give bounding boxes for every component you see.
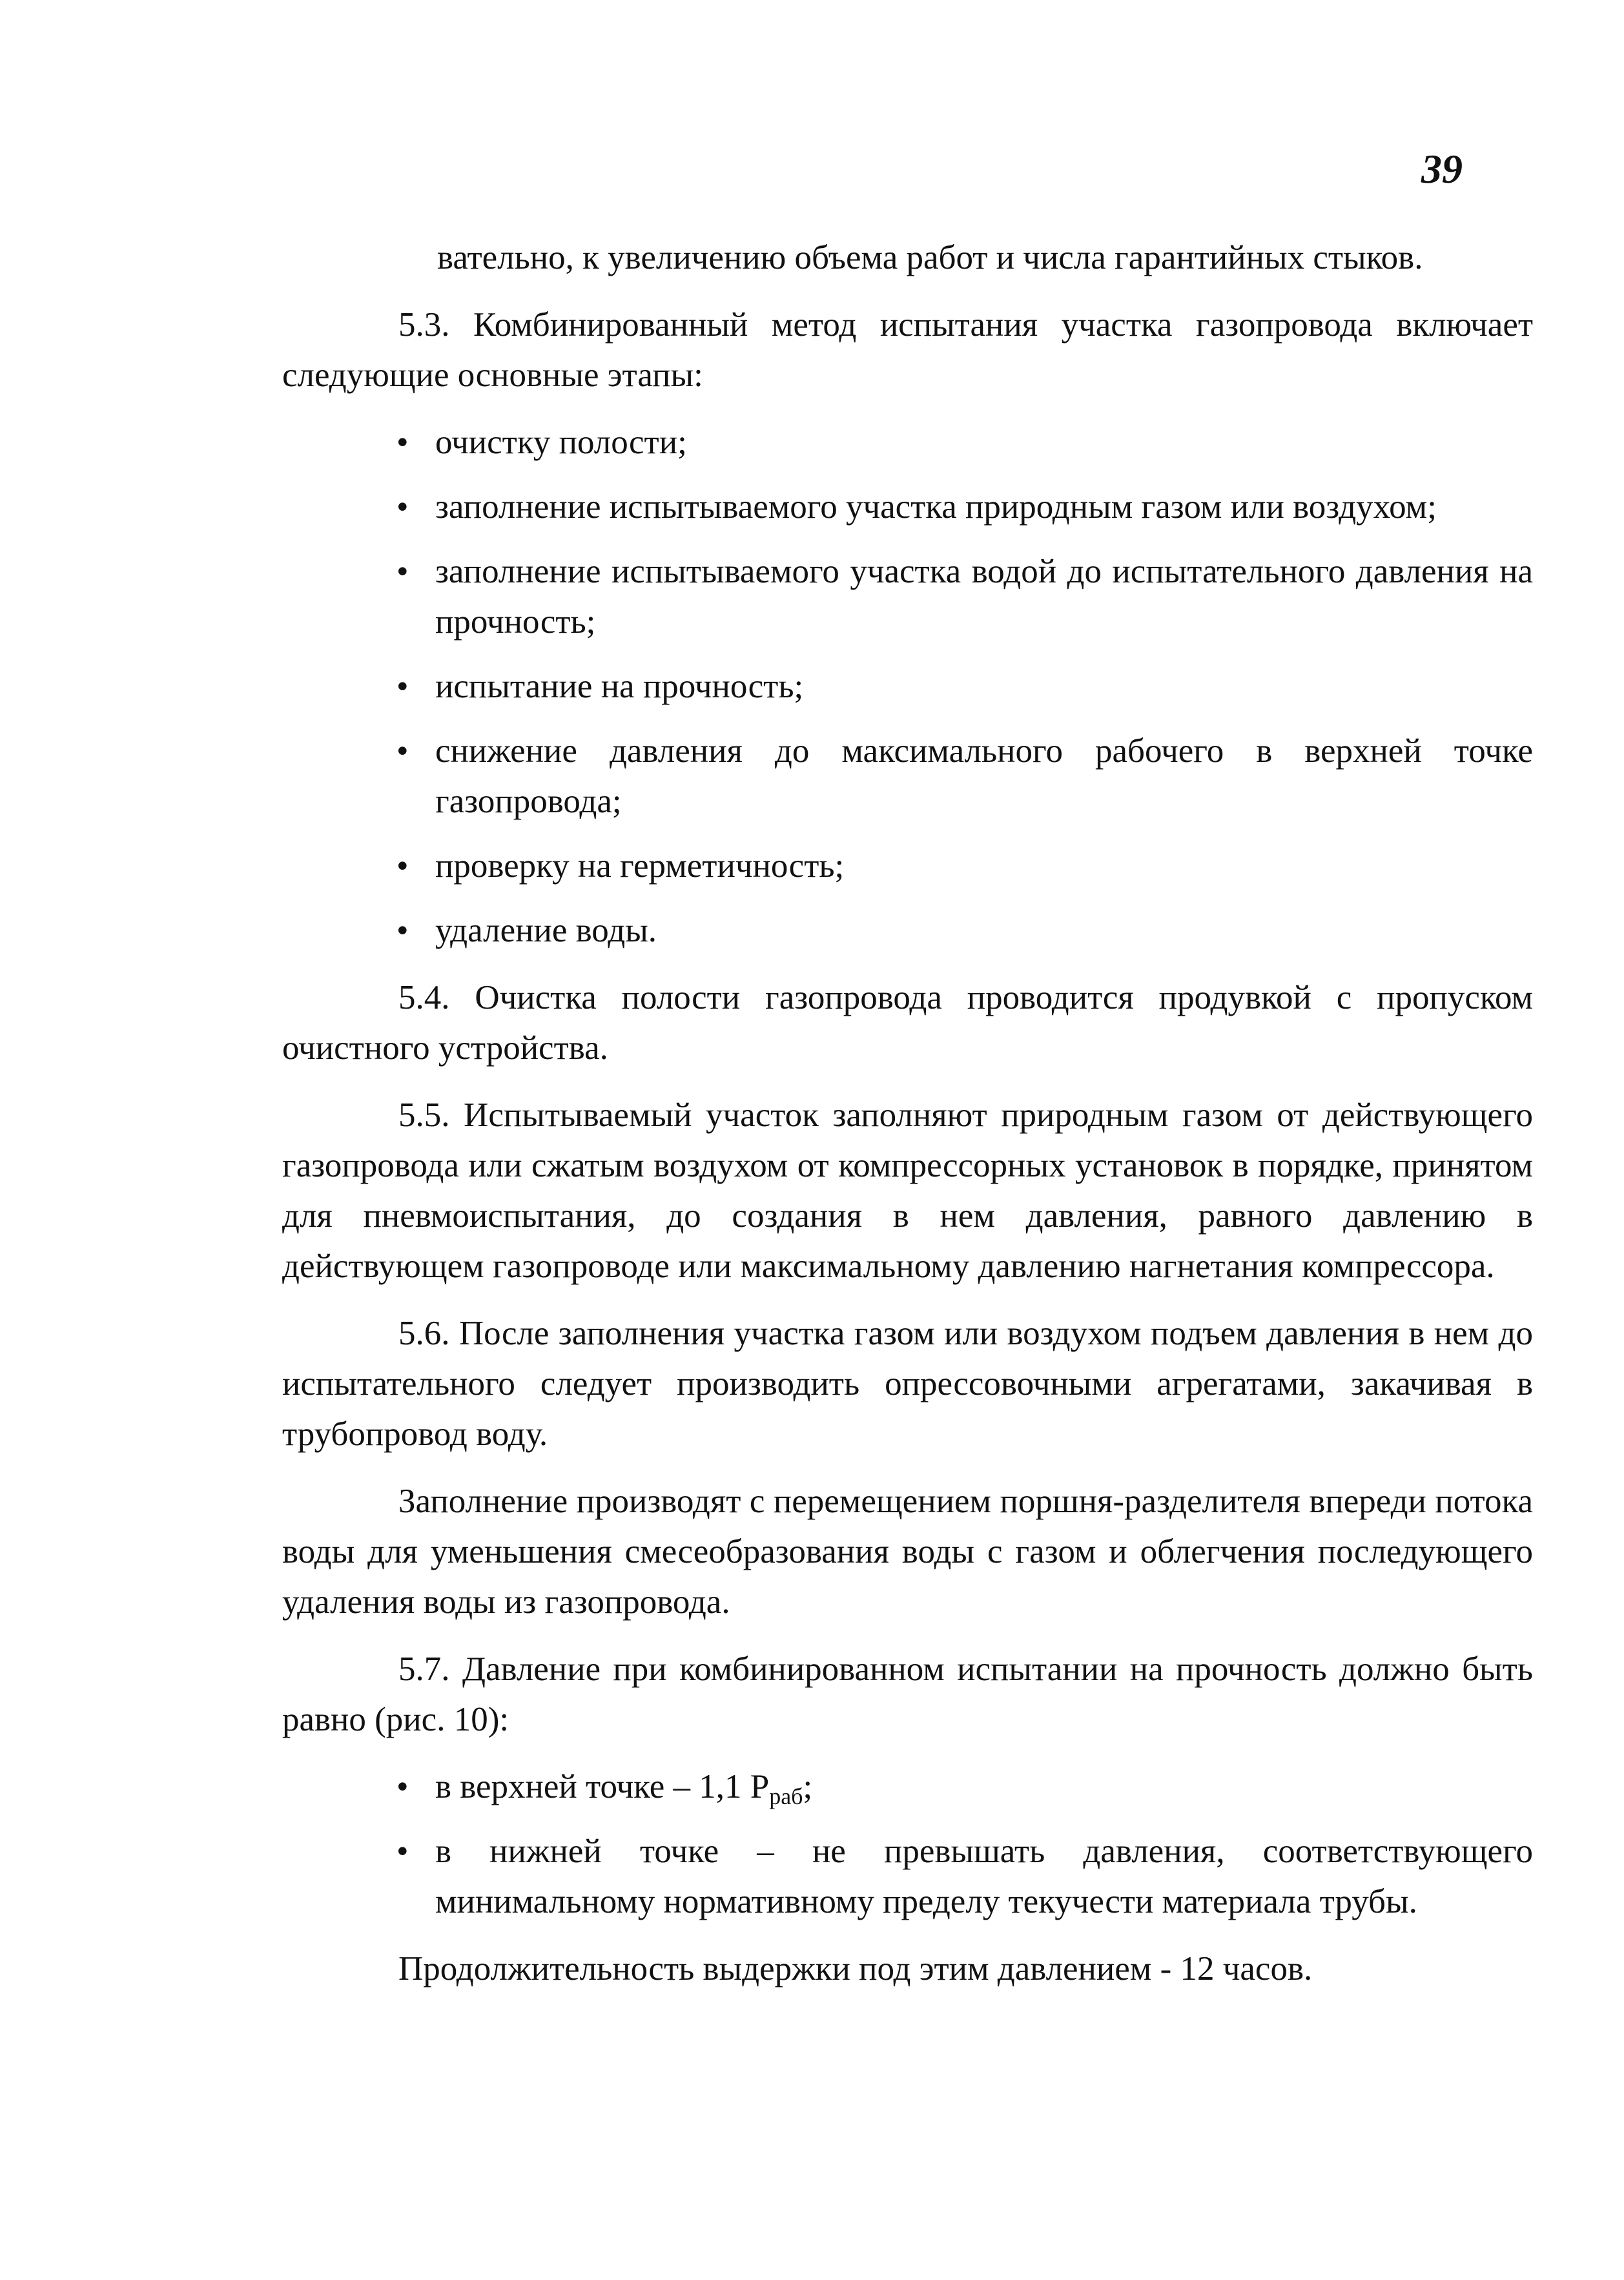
list-item [282,661,1533,712]
bullet-icon: • [396,912,409,949]
bullet-icon: • [396,1768,409,1805]
list-item [282,841,1533,891]
list-item [282,726,1533,827]
page-content [282,232,1533,2011]
bullet-icon: • [396,553,409,590]
list-item-text: очистку полости; [435,424,687,461]
list-item-text: испытание на прочность; [435,668,804,705]
list-item [282,482,1533,532]
fill-paragraph: Заполнение производят с перемещением поршня-разделителя впереди потока воды для уменьшения смесеобразования воды с газом и облегчения последующего удаления воды из газопровода. [282,1483,1533,1621]
section-5-5: 5.5. Испытываемый участок заполняют природным газом от действующего газопровода или сжатым воздухом от компрессорных установок в порядке, принятом для пневмоиспытания, до создания в нем давления, равного давлению в действующем газопроводе или максимальному давлению нагнетания компрессора. [282,1096,1533,1285]
section-5-7: 5.7. Давление при комбинированном испытании на прочность должно быть равно (рис. 10): [282,1650,1533,1738]
page-number: 39 [1421,146,1463,192]
section-5-4: 5.4. Очистка полости газопровода проводится продувкой с пропуском очистного устройства. [282,979,1533,1067]
pressure-bottom-text: в нижней точке – не превышать давления, соответствующего минимальному нормативному пределу текучести материала трубы. [435,1833,1533,1920]
list-item [282,546,1533,647]
bullet-icon: • [396,847,409,885]
list-item [282,417,1533,467]
list-item-text: заполнение испытываемого участка водой до испытательного давления на прочность; [435,553,1533,641]
pressure-top-subscript: раб [769,1783,803,1809]
list-item [282,905,1533,956]
list-item-text: заполнение испытываемого участка природным газом или воздухом; [435,488,1437,526]
list-item [282,1761,1533,1812]
bullet-icon: • [396,1833,409,1870]
bullet-icon: • [396,488,409,526]
pressure-list [282,1761,1533,1927]
bullet-icon: • [396,424,409,461]
duration-paragraph: Продолжительность выдержки под этим давлением - 12 часов. [398,1950,1313,1987]
section-5-3: 5.3. Комбинированный метод испытания участка газопровода включает следующие основные этапы: [282,306,1533,394]
list-item-text: проверку на герметичность; [435,847,845,885]
intro-continuation: вательно, к увеличению объема работ и числа гарантийных стыков. [437,239,1423,276]
pressure-top-prefix: в верхней точке – 1,1 P [435,1768,770,1805]
bullet-icon: • [396,732,409,770]
list-item [282,1826,1533,1927]
bullet-icon: • [396,668,409,705]
pressure-top-suffix: ; [803,1768,813,1805]
section-5-6: 5.6. После заполнения участка газом или воздухом подъем давления в нем до испытательного следует производить опрессовочными агрегатами, закачивая в трубопровод воду. [282,1315,1533,1453]
list-item-text: снижение давления до максимального рабочего в верхней точке газопровода; [435,732,1533,820]
list-item-text: удаление воды. [435,912,657,949]
stages-list [282,417,1533,956]
